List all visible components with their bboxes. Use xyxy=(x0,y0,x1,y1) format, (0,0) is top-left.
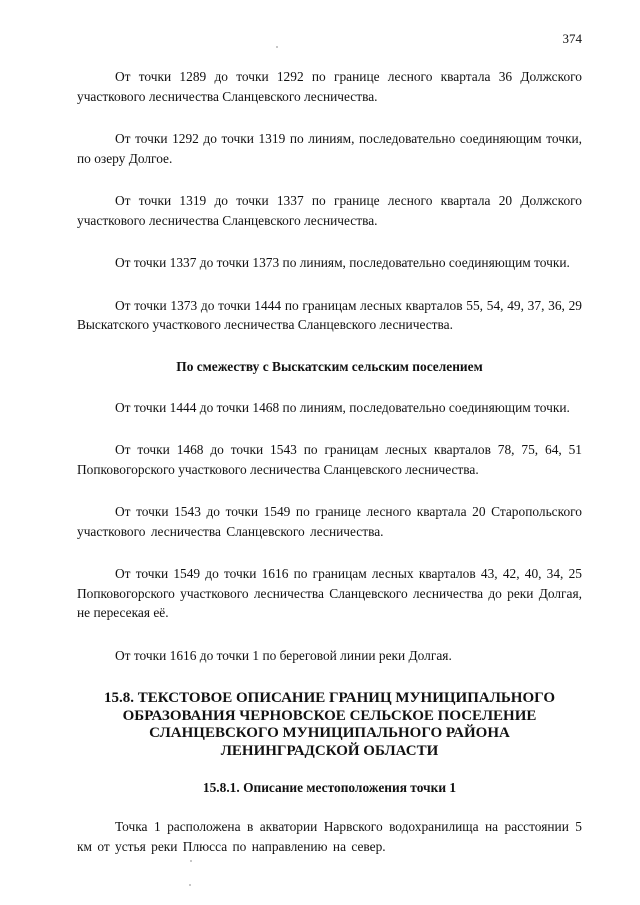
paragraph: От точки 1337 до точки 1373 по линиям, последовательно соединяющим точки. xyxy=(115,255,570,270)
page-number: 374 xyxy=(562,31,582,46)
scan-speck xyxy=(276,46,278,48)
page-body xyxy=(77,67,582,879)
paragraph: От точки 1444 до точки 1468 по линиям, последовательно соединяющим точки. xyxy=(115,399,570,415)
paragraph: От точки 1289 до точки 1292 по границе лесного квартала 36 Должского участкового лесничества Сланцевского лесничества. xyxy=(77,69,582,104)
paragraph: Точка 1 расположена в акватории Нарвского водохранилища на расстоянии 5 км от устья реки Плюсса по направлению на север. xyxy=(77,819,582,854)
paragraph: От точки 1468 до точки 1543 по границам лесных кварталов 78, 75, 64, 51 Попковогорского участкового лесничества Сланцевского лесничества. xyxy=(77,442,582,477)
subsection-title: 15.8.1. Описание местоположения точки 1 xyxy=(202,780,457,795)
paragraph: От точки 1549 до точки 1616 по границам лесных кварталов 43, 42, 40, 34, 25 Попковогорского участкового лесничества Сланцевского лесничества до реки Долгая, не пересекая её. xyxy=(77,566,582,620)
paragraph: От точки 1543 до точки 1549 по границе лесного квартала 20 Старопольского участкового лесничества Сланцевского лесничества. xyxy=(77,504,582,539)
paragraph: От точки 1616 до точки 1 по береговой линии реки Долгая. xyxy=(115,647,452,663)
scan-speck xyxy=(189,884,191,886)
subheading: По смежеству с Выскатским сельским поселением xyxy=(176,358,483,374)
section-title: 15.8. ТЕКСТОВОЕ ОПИСАНИЕ ГРАНИЦ МУНИЦИПАЛЬНОГО ОБРАЗОВАНИЯ ЧЕРНОВСКОЕ СЕЛЬСКОЕ ПОСЕЛЕНИЕ СЛАНЦЕВСКОГО МУНИЦИПАЛЬНОГО РАЙОНА ЛЕНИНГРАДСКОЙ ОБЛАСТИ xyxy=(104,690,555,759)
paragraph: От точки 1292 до точки 1319 по линиям, последовательно соединяющим точки, по озеру Долгое. xyxy=(77,131,582,166)
paragraph: От точки 1319 до точки 1337 по границе лесного квартала 20 Должского участкового лесничества Сланцевского лесничества. xyxy=(77,193,582,228)
paragraph: От точки 1373 до точки 1444 по границам лесных кварталов 55, 54, 49, 37, 36, 29 Выскатского участкового лесничества Сланцевского лесничества. xyxy=(77,297,582,332)
